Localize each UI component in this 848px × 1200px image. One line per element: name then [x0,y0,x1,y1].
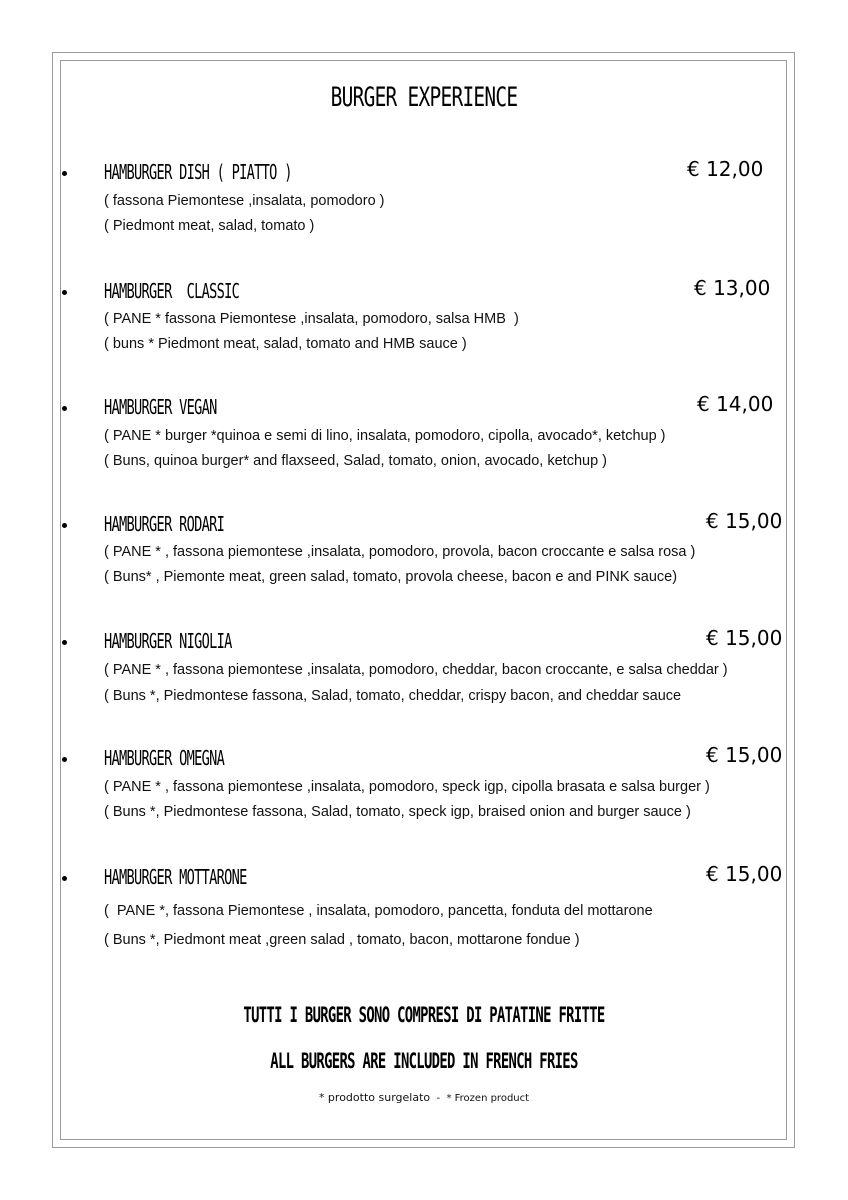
item-description-it: ( PANE *, fassona Piemontese , insalata, pomodoro, pancetta, fonduta del mottarone [104,903,653,919]
item-description-it: ( PANE * burger *quinoa e semi di lino, insalata, pomodoro, cipolla, avocado*, ketchup ) [104,428,666,444]
bullet-icon [62,171,67,176]
item-name: HAMBURGER DISH ( PIATTO ) [104,160,292,184]
item-description-en: ( buns * Piedmont meat, salad, tomato and HMB sauce ) [104,336,467,352]
item-price: € 15,00 [706,626,783,650]
item-name: HAMBURGER RODARI [104,512,225,536]
item-description-it: ( fassona Piemontese ,insalata, pomodoro ) [104,193,385,209]
bullet-icon [62,876,67,881]
item-name: HAMBURGER MOTTARONE [104,865,247,889]
frozen-footnote [0,1091,848,1104]
frozen-note-en: * Frozen product [446,1093,530,1104]
bullet-icon [62,523,67,528]
item-name: HAMBURGER NIGOLIA [104,629,232,653]
item-description-en: ( Buns *, Piedmontese fassona, Salad, tomato, speck igp, braised onion and burger sauce ) [104,804,691,820]
item-price: € 15,00 [706,743,783,767]
item-description-en: ( Buns* , Piemonte meat, green salad, tomato, provola cheese, bacon e and PINK sauce) [104,569,678,585]
item-description-en: ( Buns, quinoa burger* and flaxseed, Salad, tomato, onion, avocado, ketchup ) [104,453,607,469]
item-description-it: ( PANE * , fassona piemontese ,insalata, pomodoro, provola, bacon croccante e salsa rosa ) [104,544,696,560]
item-price: € 13,00 [694,276,771,300]
bullet-icon [62,406,67,411]
frozen-note-it: * prodotto surgelato [318,1091,431,1104]
menu-title: BURGER EXPERIENCE [330,82,518,113]
item-price: € 15,00 [706,509,783,533]
item-price: € 14,00 [697,392,774,416]
fries-note-en: ALL BURGERS ARE INCLUDED IN FRENCH FRIES [270,1049,578,1073]
bullet-icon [62,757,67,762]
bullet-icon [62,290,67,295]
frozen-note-separator: - [430,1093,447,1104]
item-description-en: ( Buns *, Piedmontese fassona, Salad, tomato, cheddar, crispy bacon, and cheddar sauce [104,688,682,704]
bullet-icon [62,640,67,645]
item-description-it: ( PANE * , fassona piemontese ,insalata, pomodoro, speck igp, cipolla brasata e salsa burger ) [104,779,710,795]
fries-note-it: TUTTI I BURGER SONO COMPRESI DI PATATINE FRITTE [243,1003,605,1027]
item-description-en: ( Piedmont meat, salad, tomato ) [104,218,315,234]
item-description-en: ( Buns *, Piedmont meat ,green salad , tomato, bacon, mottarone fondue ) [104,932,580,948]
item-name: HAMBURGER OMEGNA [104,746,225,770]
item-price: € 12,00 [687,157,764,181]
item-name: HAMBURGER CLASSIC [104,279,240,303]
item-description-it: ( PANE * fassona Piemontese ,insalata, pomodoro, salsa HMB ) [104,311,519,327]
item-name: HAMBURGER VEGAN [104,395,217,419]
item-description-it: ( PANE * , fassona piemontese ,insalata, pomodoro, cheddar, bacon croccante, e salsa cheddar ) [104,662,728,678]
item-price: € 15,00 [706,862,783,886]
